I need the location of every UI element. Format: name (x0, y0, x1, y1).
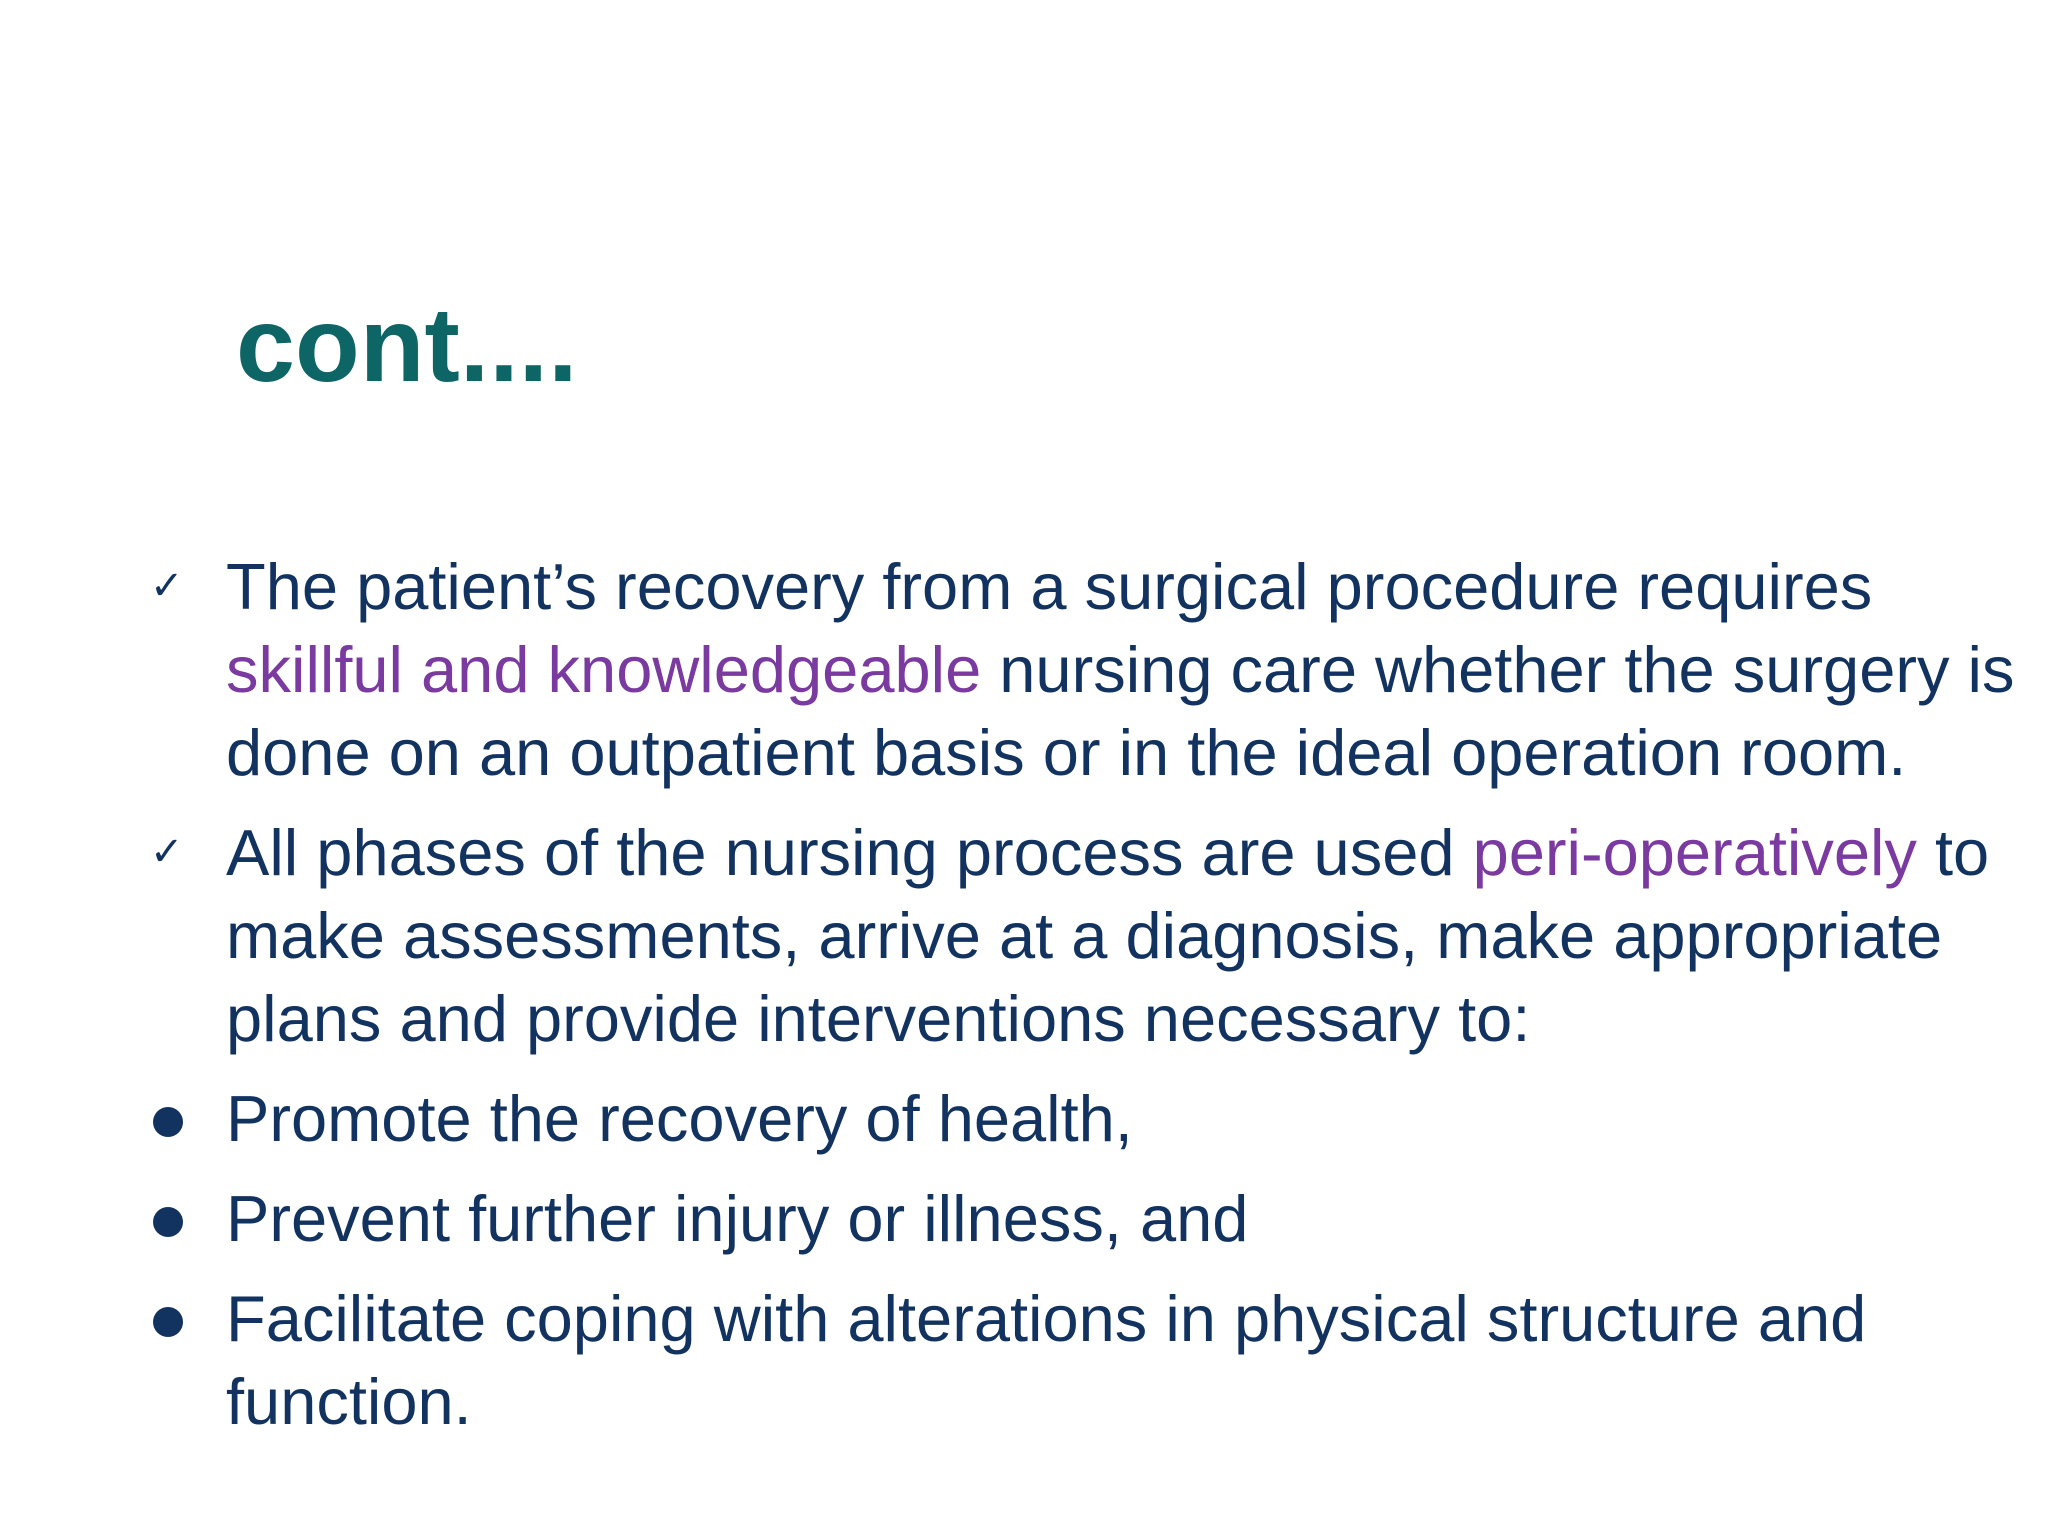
bullet-marker (150, 811, 210, 894)
list-item (150, 1277, 2030, 1443)
list-item (150, 1077, 2030, 1160)
bullet-marker (150, 1277, 210, 1360)
check-icon: ✓ (150, 829, 184, 875)
item-text: Facilitate coping with alterations in physical structure and function. (226, 1282, 1867, 1438)
highlighted-text: skillful and knowledgeable (226, 633, 982, 706)
highlighted-text: peri-operatively (1472, 816, 1917, 889)
dot-icon (153, 1307, 183, 1337)
item-text: Promote the recovery of health, (226, 1082, 1133, 1155)
item-text: to make assessments, arrive at a diagnosis, make appropriate plans and provide interventions necessary to: (226, 816, 1990, 1055)
bullet-marker (150, 545, 210, 628)
item-text: Prevent further injury or illness, and (226, 1182, 1249, 1255)
list-item (150, 811, 2030, 1060)
dot-icon (153, 1207, 183, 1237)
check-icon: ✓ (150, 563, 184, 609)
item-text: nursing care whether the surgery is done on an outpatient basis or in the ideal operation room. (226, 633, 2015, 789)
item-text: All phases of the nursing process are used (226, 816, 1473, 889)
slide-title: cont.... (236, 286, 578, 404)
dot-icon (153, 1107, 183, 1137)
item-text: The patient’s recovery from a surgical procedure requires (226, 550, 1873, 623)
list-item (150, 1177, 2030, 1260)
bullet-marker (150, 1077, 210, 1160)
bullet-list (150, 545, 2030, 1443)
list-item (150, 545, 2030, 794)
bullet-marker (150, 1177, 210, 1260)
